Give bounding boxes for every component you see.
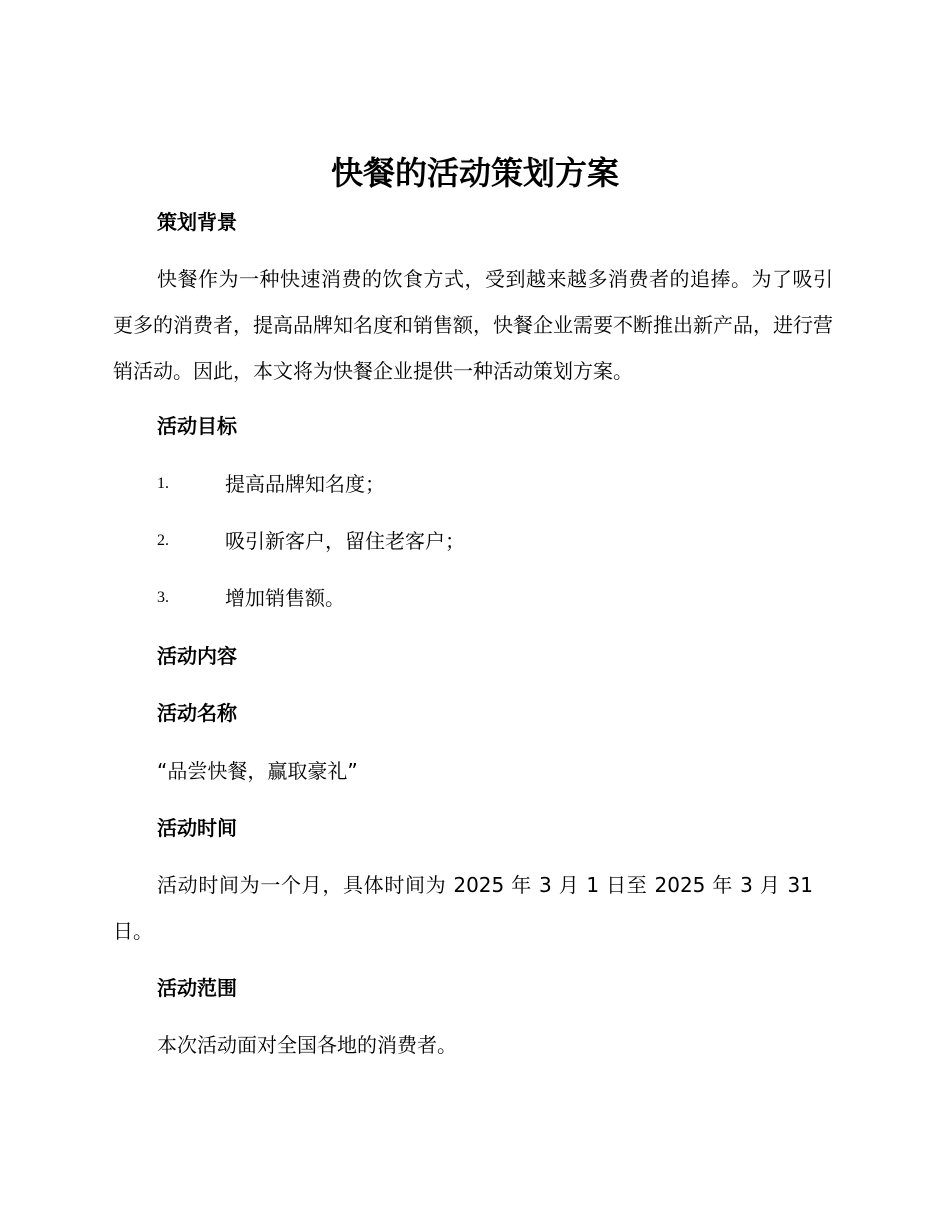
- background-paragraph: 快餐作为一种快速消费的饮食方式，受到越来越多消费者的追捧。为了吸引更多的消费者，提高品牌知名度和销售额，快餐企业需要不断推出新产品，进行营销活动。因此，本文将为快餐企业提供一种活动策划方案。: [113, 267, 833, 383]
- activity-name-text: “品尝快餐，赢取豪礼”: [157, 759, 358, 783]
- list-item-number: 1.: [157, 475, 169, 492]
- list-item-text: 吸引新客户，留住老客户；: [225, 529, 465, 553]
- scope-text: 本次活动面对全国各地的消费者。: [157, 1033, 457, 1057]
- list-item-text: 提高品牌知名度；: [225, 472, 385, 496]
- section-heading-time: 活动时间: [157, 816, 237, 840]
- document-title: 快餐的活动策划方案: [330, 154, 619, 192]
- section-heading-content: 活动内容: [157, 644, 237, 668]
- section-heading-scope: 活动范围: [157, 976, 237, 1000]
- list-item-number: 3.: [157, 589, 169, 606]
- list-item-number: 2.: [157, 532, 169, 549]
- section-heading-goals: 活动目标: [157, 414, 237, 438]
- list-item: [157, 470, 757, 498]
- section-heading-name: 活动名称: [157, 701, 237, 725]
- time-paragraph: 活动时间为一个月，具体时间为 2025 年 3 月 1 日至 2025 年 3 月 31 日。: [113, 873, 813, 943]
- list-item-text: 增加销售额。: [225, 586, 345, 610]
- list-item: [157, 584, 757, 612]
- section-heading-background: 策划背景: [157, 210, 237, 234]
- list-item: [157, 527, 757, 555]
